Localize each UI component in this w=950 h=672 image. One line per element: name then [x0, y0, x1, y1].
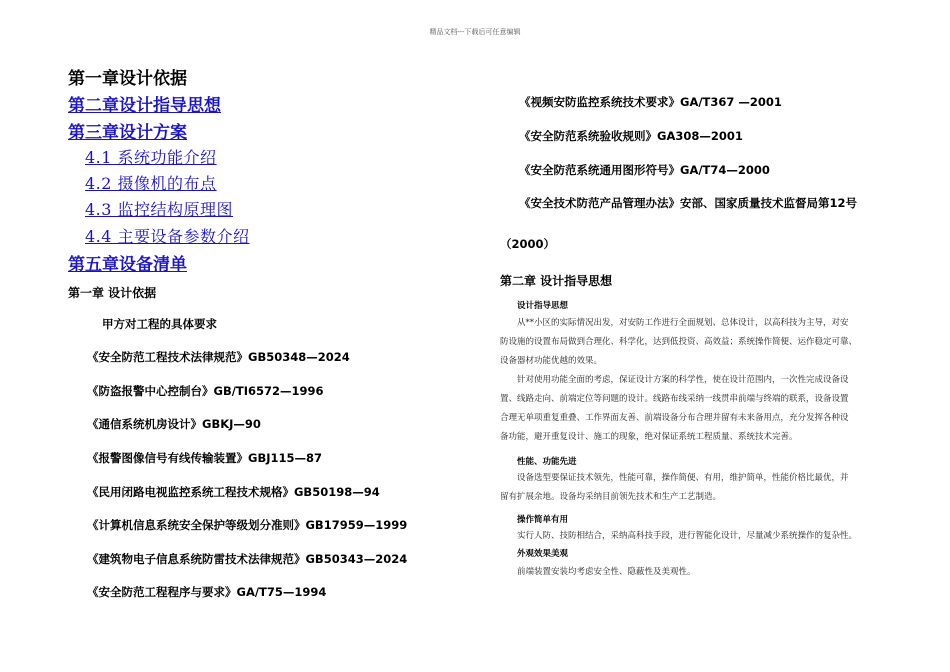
- reference-item: 《通信系统机房设计》GBKJ—90: [87, 417, 261, 431]
- reference-item: 《安全防范工程技术法律规范》GB50348—2024: [87, 350, 350, 364]
- toc-sub4-link[interactable]: 4.4 主要设备参数介绍: [85, 227, 250, 246]
- reference-item-continuation: （2000）: [500, 237, 556, 251]
- toc-sub2-link[interactable]: 4.2 摄像机的布点: [85, 174, 217, 193]
- section-title: 操作简单有用: [517, 515, 569, 525]
- page-header: 精品文档---下载后可任意编辑: [429, 28, 521, 36]
- toc-chapter3-link[interactable]: 第三章设计方案: [68, 123, 187, 143]
- chapter1-title: 第一章 设计依据: [68, 286, 157, 300]
- section-paragraph: 从**小区的实际情况出发，对安防工作进行全面规划、总体设计，以高科技为主导，对安 防设施的设置布局做到合理化、科学化，达到低投资、高效益；系统操作简便、运作稳定可靠、 设备器材功能优越的效果。 针对使用功能全面的考虑，保证设计方案的科学性，使在设计范围内，一次性完成设备设 置、线路走向、前端定位等问题的设计。线路布线采纳一线贯串前端与终端的联系，设备设置 合理无单项重复重叠、工作界面友善、前端设备分布合理并留有未来备用点，充分发挥各种设 备功能，避开重复设计、施工的现象，绝对保证系统工程质量、系统技术完善。: [500, 318, 858, 442]
- section-paragraph: 前端装置安装均考虑安全性、隐蔽性及美观性。: [517, 567, 696, 577]
- reference-item: 《报警图像信号有线传输装置》GBJ115—87: [87, 451, 322, 465]
- reference-item: 《安全防范系统验收规则》GA308—2001: [519, 129, 743, 143]
- toc-sub1-link[interactable]: 4.1 系统功能介绍: [85, 148, 217, 167]
- reference-item: 《建筑物电子信息系统防雷技术法律规范》GB50343—2024: [87, 552, 408, 566]
- chapter2-title: 第二章 设计指导思想: [500, 274, 613, 288]
- reference-item: 《视频安防监控系统技术要求》GA/T367 —2001: [519, 95, 782, 109]
- toc-chapter1: 第一章设计依据: [68, 69, 187, 89]
- requirements-intro: 甲方对工程的具体要求: [102, 317, 217, 331]
- reference-item: 《安全防范系统通用图形符号》GA/T74—2000: [519, 163, 770, 177]
- reference-item: 《安全防范工程程序与要求》GA/T75—1994: [87, 585, 327, 599]
- section-title: 性能、功能先进: [517, 457, 577, 467]
- toc-sub3-link[interactable]: 4.3 监控结构原理图: [85, 200, 234, 219]
- reference-item: 《安全技术防范产品管理办法》安部、国家质量技术监督局第12号: [519, 196, 857, 210]
- toc-chapter5-link[interactable]: 第五章设备清单: [68, 255, 187, 275]
- reference-item: 《防盗报警中心控制台》GB/TI6572—1996: [87, 384, 324, 398]
- reference-item: 《民用闭路电视监控系统工程技术规格》GB50198—94: [87, 485, 380, 499]
- reference-item: 《计算机信息系统安全保护等级划分准则》GB17959—1999: [87, 518, 408, 532]
- section-paragraph: 实行人防、技防相结合，采纳高科技手段，进行智能化设计，尽量减少系统操作的复杂性。: [517, 531, 858, 541]
- section-title: 设计指导思想: [517, 301, 569, 311]
- section-paragraph: 设备选型要保证技术领先，性能可靠，操作简便、有用，维护简单，性能价格比最优，并 留有扩展余地。设备均采纳目前领先技术和生产工艺制造。: [500, 473, 849, 502]
- section-title: 外观效果美观: [517, 549, 569, 559]
- toc-chapter2-link[interactable]: 第二章设计指导思想: [68, 96, 221, 116]
